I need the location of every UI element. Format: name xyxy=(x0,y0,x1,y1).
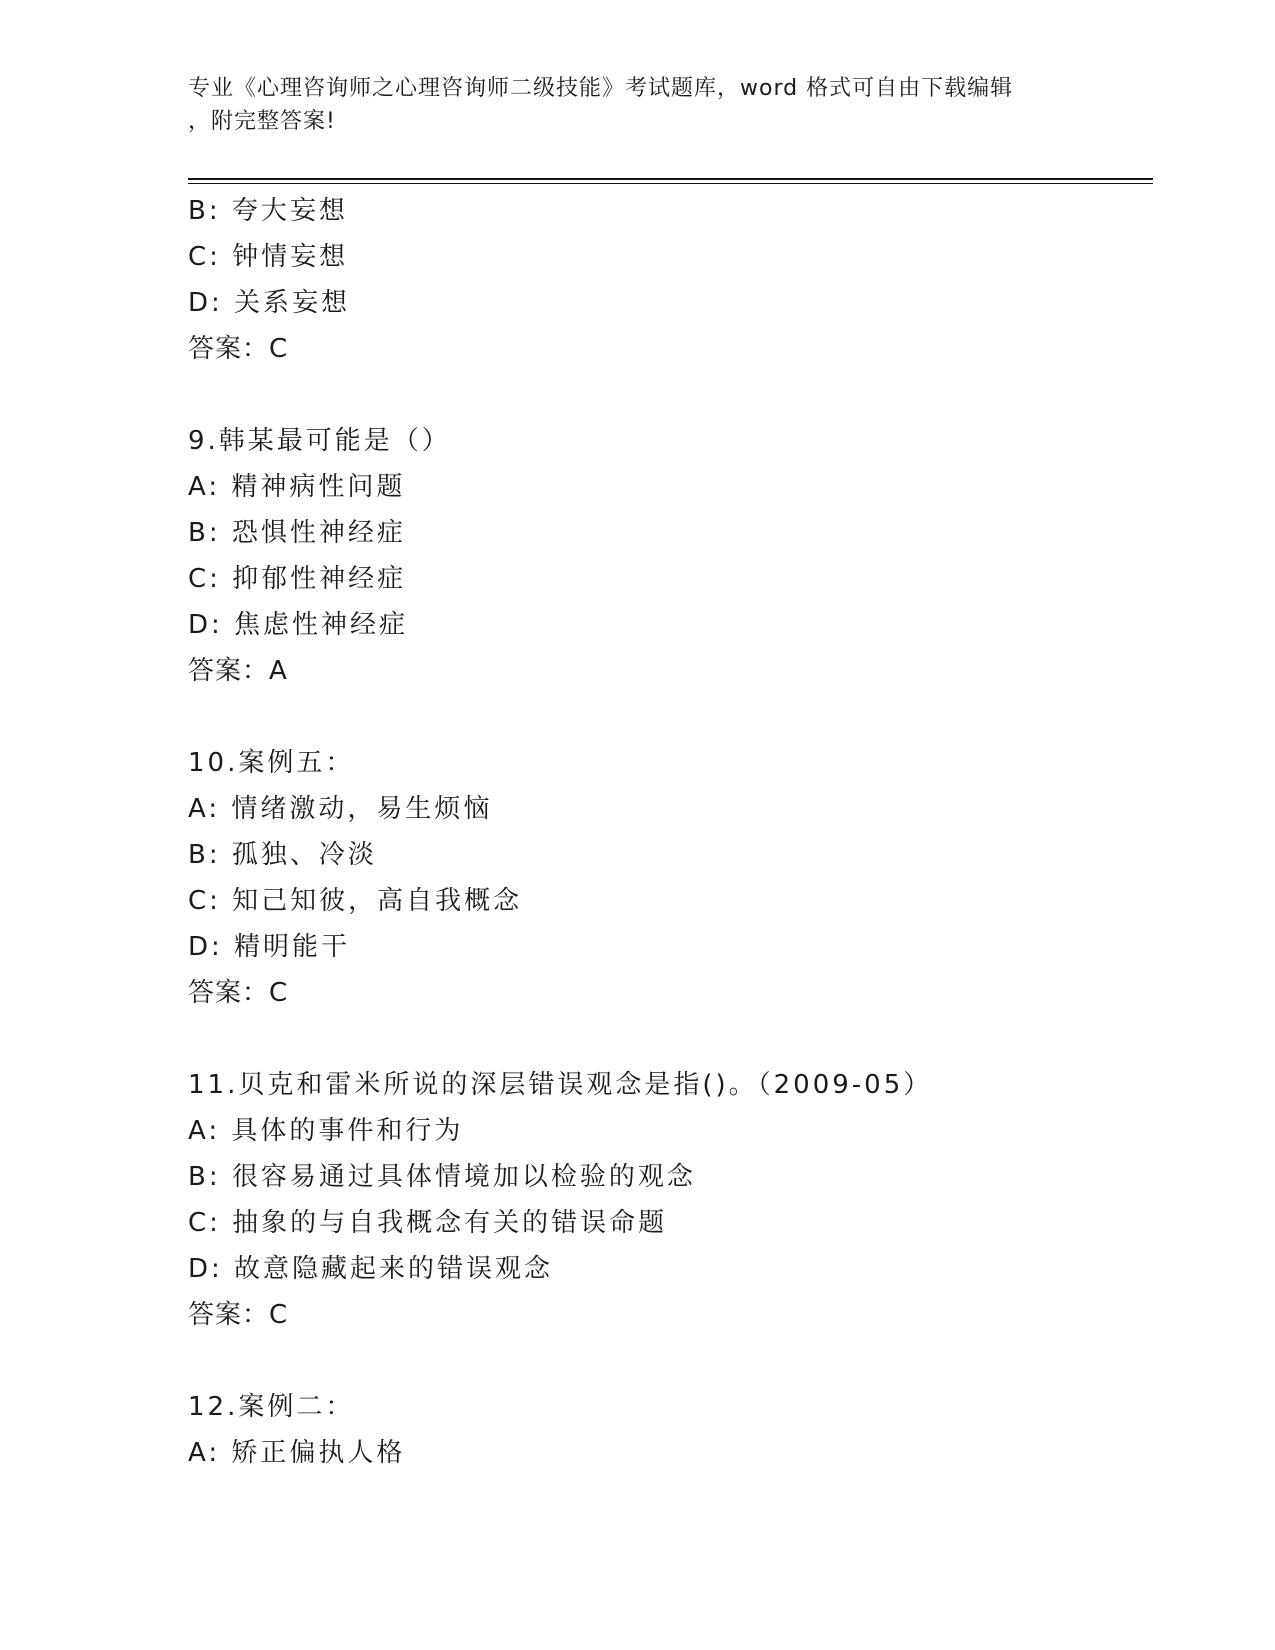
option-b: B: 恐惧性神经症 xyxy=(188,518,406,548)
question-8-fragment xyxy=(188,188,1153,372)
option-b: B: 夸大妄想 xyxy=(188,196,348,226)
question-stem: 9.韩某最可能是（） xyxy=(188,426,451,456)
question-12 xyxy=(188,1384,1153,1476)
spacer xyxy=(188,1016,1153,1062)
answer-line: 答案：C xyxy=(188,334,289,364)
answer-line: 答案：C xyxy=(188,1300,289,1330)
option-a: A: 具体的事件和行为 xyxy=(188,1116,464,1146)
option-d: D: 关系妄想 xyxy=(188,288,351,318)
option-c: C: 钟情妄想 xyxy=(188,242,349,272)
header-line-1: 专业《心理咨询师之心理咨询师二级技能》考试题库，word 格式可自由下载编辑 xyxy=(188,76,1014,101)
option-c: C: 知己知彼，高自我概念 xyxy=(188,886,523,916)
option-d: D: 精明能干 xyxy=(188,932,351,962)
question-list xyxy=(188,188,1153,1476)
spacer xyxy=(188,1338,1153,1384)
header-rule-thin xyxy=(188,183,1153,184)
document-header xyxy=(188,72,1088,138)
option-d: D: 焦虑性神经症 xyxy=(188,610,409,640)
question-11 xyxy=(188,1062,1153,1338)
spacer xyxy=(188,694,1153,740)
answer-line: 答案：C xyxy=(188,978,289,1008)
header-rule-thick xyxy=(188,178,1153,180)
answer-line: 答案：A xyxy=(188,656,288,686)
option-b: B: 很容易通过具体情境加以检验的观念 xyxy=(188,1162,696,1192)
option-b: B: 孤独、冷淡 xyxy=(188,840,377,870)
option-a: A: 精神病性问题 xyxy=(188,472,406,502)
option-a: A: 矫正偏执人格 xyxy=(188,1438,406,1468)
option-c: C: 抽象的与自我概念有关的错误命题 xyxy=(188,1208,668,1238)
question-9 xyxy=(188,418,1153,694)
question-stem: 11.贝克和雷米所说的深层错误观念是指()。（2009-05） xyxy=(188,1070,933,1100)
header-line-2: ，附完整答案! xyxy=(188,109,336,134)
question-stem: 12.案例二： xyxy=(188,1392,355,1422)
spacer xyxy=(188,372,1153,418)
question-stem: 10.案例五： xyxy=(188,748,355,778)
option-a: A: 情绪激动，易生烦恼 xyxy=(188,794,493,824)
option-d: D: 故意隐藏起来的错误观念 xyxy=(188,1254,554,1284)
question-10 xyxy=(188,740,1153,1016)
option-c: C: 抑郁性神经症 xyxy=(188,564,407,594)
